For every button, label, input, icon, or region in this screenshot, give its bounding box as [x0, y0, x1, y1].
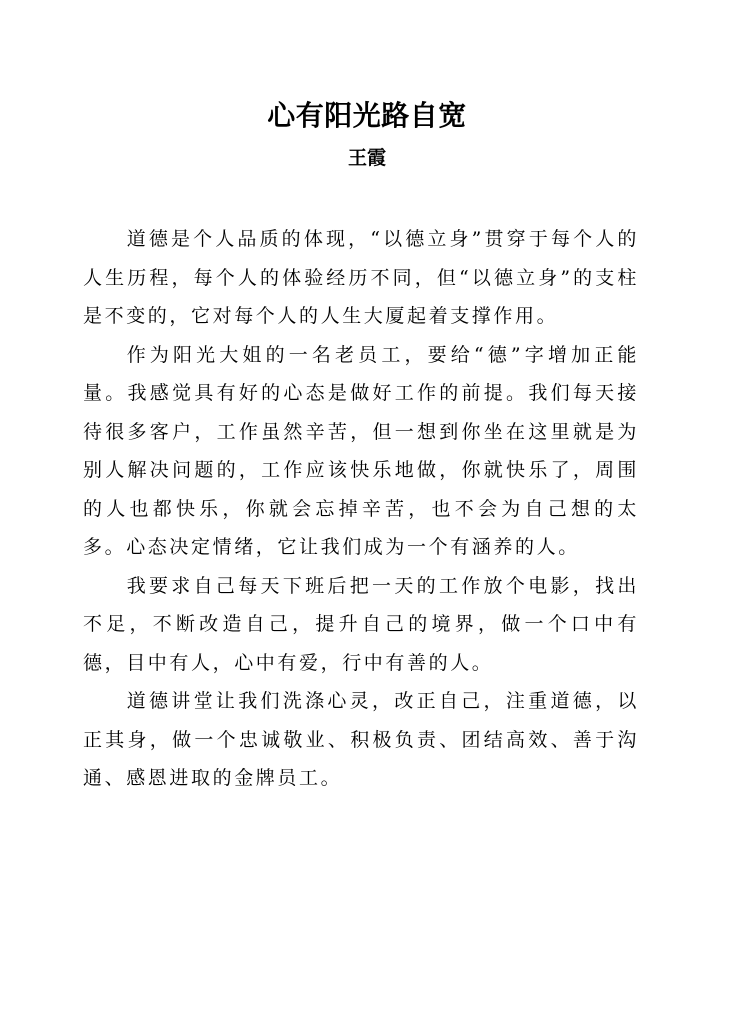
paragraph-4: 道德讲堂让我们洗涤心灵，改正自己，注重道德，以正其身，做一个忠诚敬业、积极负责、团结高效、善于沟通、感恩进取的金牌员工。	[83, 690, 639, 789]
document-author: 王霞	[347, 147, 386, 169]
paragraph-3: 我要求自己每天下班后把一天的工作放个电影，找出不足，不断改造自己，提升自己的境界，做一个口中有德，目中有人，心中有爱，行中有善的人。	[83, 574, 639, 674]
paragraph-2: 作为阳光大姐的一名老员工，要给“德”字增加正能量。我感觉具有好的心态是做好工作的前提。我们每天接待很多客户，工作虽然辛苦，但一想到你坐在这里就是为别人解决问题的，工作应该快乐地做，你就快乐了，周围的人也都快乐，你就会忘掉辛苦，也不会为自己想的太多。心态决定情绪，它让我们成为一个有涵养的人。	[83, 343, 639, 558]
document-body	[83, 220, 639, 798]
paragraph-1: 道德是个人品质的体现，“以德立身”贯穿于每个人的人生历程，每个人的体验经历不同，但“以德立身”的支柱是不变的，它对每个人的人生大厦起着支撑作用。	[83, 228, 639, 327]
document-title: 心有阳光路自宽	[267, 99, 467, 132]
